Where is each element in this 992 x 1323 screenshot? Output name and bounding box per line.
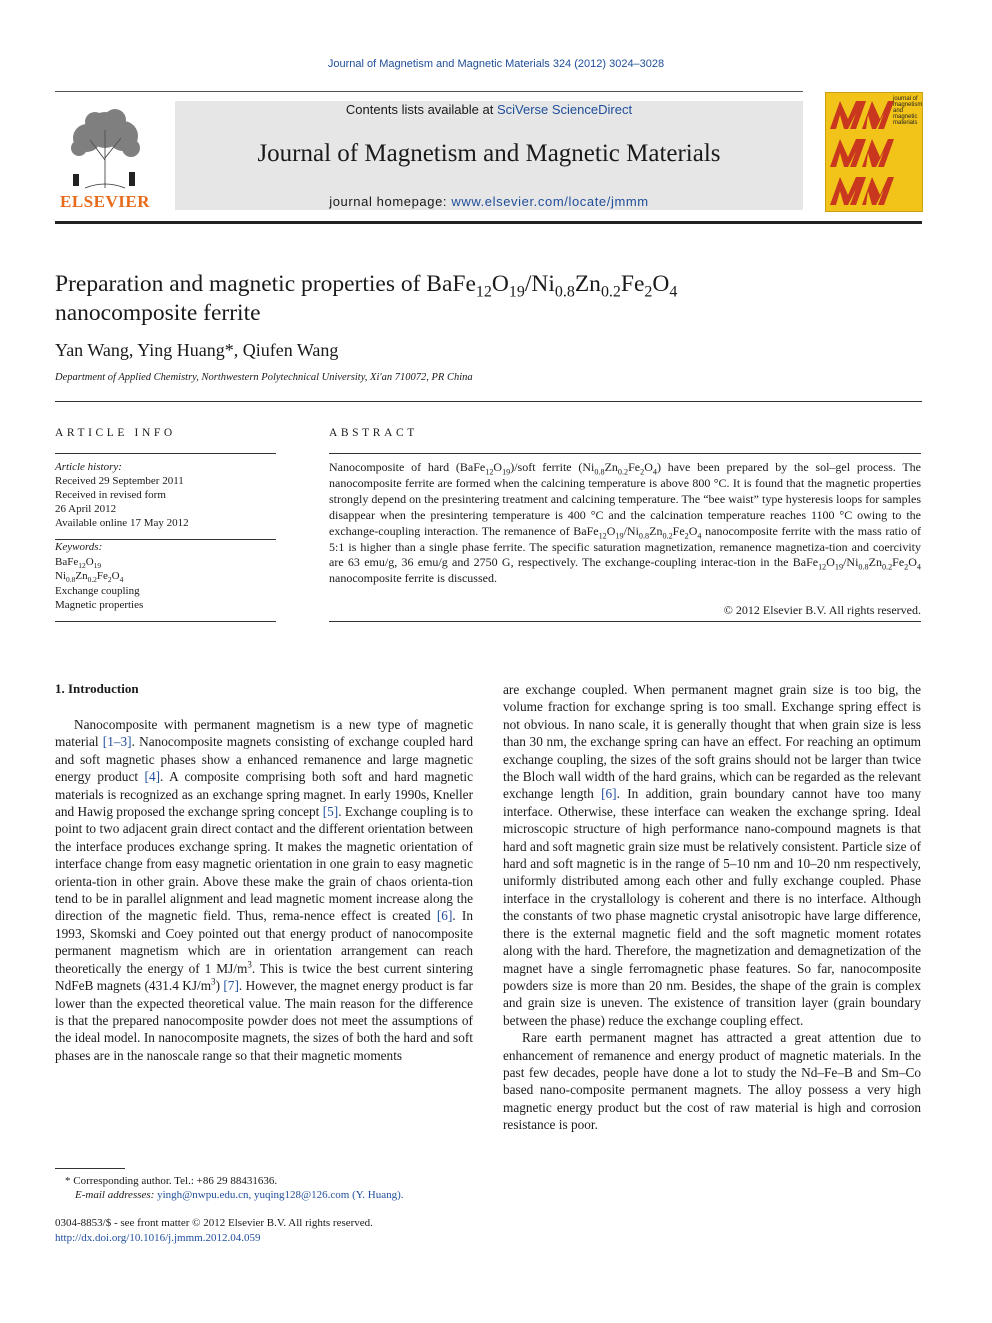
abstract-body: Nanocomposite of hard $(BaFe_{12}O_{19})$/soft ferrite $(Ni_{0.8}Zn_{0.2}Fe_2O_4)$ have been prepared by the sol–gel process. The nanocomposite ferrite are formed when the calcining temperature is above 800 °C. It is found that the magnetic properties strongly depend on the presintering treatment and calcining temperature. The “bee waist” type hysteresis loops for samples disappear when the presintering temperature is 400 °C and the calcination temperature reaches 1100 °C owing to the exchange-coupling interaction. The remanence of $BaFe_{12}O_{19}/Ni_{0.8}Zn_{0.2}Fe_2O_4$ nanocomposite ferrite with the mass ratio of 5:1 is higher than a single phase ferrite. The specific saturation magnetization, remanence magnetiza-tion and coercivity are 63 emu/g, 36 emu/g and 2750 G, respectively. The exchange-coupling interac-tion in the $BaFe_{12}O_{19}/Ni_{0.8}Zn_{0.2}Fe_2O_4$ nanocomposite ferrite is discussed. <box>329 460 922 586</box>
paragraph: Nanocomposite with permanent magnetism is a new type of magnetic material [1–3]. Nanocomposite magnets consisting of exchange coupled hard and soft magnetic phases show a enhanced remanence and large magnetic energy product [4]. A composite comprising both soft and hard magnetic materials is recognized as an exchange spring magnet. In early 1990s, Kneller and Hawig proposed the exchange spring concept [5]. Exchange coupling is to point to two adjacent grain direct contact and the different orientation between the interface produces exchange spring. It makes the magnetic orientation of interface change from easy magnetic orientation in one grain to easy magnetic orienta-tion in other grain. Above these make the grain of chaos orienta-tion tend to be in parallel alignment and lead magnetic moment increase along the direction of the magnetic field. Thus, rema-nence effect is created [6]. In 1993, Skomski and Coey pointed out that energy product of nanocomposite permanent magnetism which are in orientation arrangement can reach theoretically the energy of 1 $MJ/m^3$. This is twice the best current sintering NdFeB magnets (431.4 $KJ/m^3$) [7]. However, the magnet energy product is far lower than the expected theoretical value. The main reason for the difference is that the prepared nanocomposite powder does not meet the assumptions of the ideal model. In nanocomposite magnets, the sizes of both the hard and soft phases are in the nanoscale range so that their magnetic moments <box>55 717 474 1063</box>
keyword[interactable]: Magnetic properties <box>55 599 144 611</box>
footnote-rule <box>55 1168 125 1169</box>
journal-title: Journal of Magnetism and Magnetic Materials <box>257 140 721 167</box>
divider <box>55 453 276 454</box>
footnote <box>55 1174 475 1202</box>
author-list[interactable]: Yan Wang, Ying Huang*, Qiufen Wang <box>55 340 339 360</box>
abstract-copyright: © 2012 Elsevier B.V. All rights reserved. <box>723 603 921 617</box>
divider <box>329 453 921 454</box>
citation-link[interactable]: [1–3] <box>102 734 132 750</box>
email-links[interactable]: yingh@nwpu.edu.cn, yuqing128@126.com (Y. Huang). <box>157 1189 404 1201</box>
history-label: Article history: <box>55 461 122 473</box>
homepage-prefix: journal homepage: <box>329 194 452 209</box>
journal-citation[interactable]: Journal of Magnetism and Magnetic Materials 324 (2012) 3024–3028 <box>327 58 665 70</box>
paragraph: are exchange coupled. When permanent magnet grain size is too big, the volume fraction for exchange spring is too small. Exchange spring effect is not obvious. In nano scale, it is generally thought that when grain size is less than 30 nm, the exchange spring can have an effect. For reaching an optimum exchange coupling, the sizes of the soft grains should not be larger than twice the Bloch wall width of the hard grains, which can be regarded as the relevant exchange length [6]. In addition, grain boundary cannot have too many interface. Otherwise, these interface can weaken the exchange spring. Ideal microscopic structure of high performance nano-compound magnets is that hard and soft magnetic grain size must be relatively consistent. Particle size of hard and soft magnetic is in the range of 5–10 nm and 10–20 nm respectively, uniformly distributed among each other and fully exchange coupled. Phase interface in the crystallology is coherent and there is no interface. Although the constants of two phase magnetic crystal anisotropic have large difference, there is the external magnetic field and the soft magnetic moment rotates along with the hard. Therefore, the magnetization and demagnetization of the magnet have a single ferromagnetic phase features. So far, nanocomposite powders size is more than 20 nm. Besides, the shape of the grain is complex and grain size is uneven. The existence of transition layer (grain boundary between the phase) reduce the exchange coupling effect. <box>503 682 921 1028</box>
divider <box>55 621 276 622</box>
issn-line: 0304-8853/$ - see front matter © 2012 Elsevier B.V. All rights reserved. <box>55 1217 373 1229</box>
body-column-right <box>503 681 921 1134</box>
article-history <box>55 460 275 530</box>
history-item: Received 29 September 2011 <box>55 475 184 487</box>
title-line2: nanocomposite ferrite <box>55 300 261 326</box>
citation-link[interactable]: [4] <box>144 769 161 785</box>
contents-prefix: Contents lists available at <box>345 102 497 117</box>
divider <box>55 401 922 402</box>
cover-journal-name: journal of magnetism and magnetic materials <box>893 96 923 126</box>
paragraph: Rare earth permanent magnet has attracted a great attention due to enhancement of remanence and energy product of magnetic materials. In the past few decades, people have done a lot to study the Nd–Fe–B and Sm–Co based nano-composite permanent magnets. The alloy possess a very high magnetic energy product but the cost of raw material is high and corrosion resistance is poor. <box>503 1030 921 1133</box>
citation-link[interactable]: [5] <box>322 804 339 820</box>
citation-link[interactable]: [6] <box>601 786 617 802</box>
citation-link[interactable]: [6] <box>436 908 453 924</box>
history-item: Available online 17 May 2012 <box>55 517 189 529</box>
affiliation: Department of Applied Chemistry, Northwestern Polytechnical University, Xi'an 710072, PR China <box>55 372 473 383</box>
paper-title: Preparation and magnetic properties of $BaFe_{12}O_{19}/Ni_{0.8}Zn_{0.2}Fe_2O_4$ nanocomposite ferrite <box>55 271 678 326</box>
header-thick-rule <box>55 221 922 224</box>
keyword[interactable]: $Ni_{0.8}Zn_{0.2}Fe_2O_4$ <box>55 570 124 585</box>
history-item: Received in revised form <box>55 489 166 501</box>
history-item: 26 April 2012 <box>55 503 117 515</box>
keywords-label: Keywords: <box>55 541 103 553</box>
corresponding-author-note: * Corresponding author. Tel.: +86 29 88431636. <box>65 1175 278 1187</box>
homepage-line <box>175 194 803 209</box>
issn-block <box>55 1216 475 1245</box>
abstract-heading: ABSTRACT <box>329 427 418 439</box>
email-line <box>55 1188 475 1202</box>
keywords <box>55 540 275 613</box>
citation-link[interactable]: [7] <box>223 978 239 994</box>
email-label: E-mail addresses: <box>75 1189 155 1201</box>
article-info-heading: ARTICLE INFO <box>55 427 176 439</box>
elsevier-wordmark: ELSEVIER <box>60 192 150 211</box>
homepage-link[interactable]: www.elsevier.com/locate/jmmm <box>451 194 649 209</box>
keyword[interactable]: Exchange coupling <box>55 584 140 597</box>
contents-line <box>175 102 803 117</box>
body-column-left <box>55 716 473 1064</box>
sciencedirect-link[interactable]: SciVerse ScienceDirect <box>496 102 633 117</box>
doi-link[interactable]: http://dx.doi.org/10.1016/j.jmmm.2012.04.059 <box>55 1231 261 1244</box>
title-prefix: Preparation and magnetic properties of BaFe <box>55 271 476 297</box>
section-heading: 1. Introduction <box>55 681 139 696</box>
divider <box>329 621 921 622</box>
header-rule <box>55 91 803 92</box>
keyword[interactable]: $BaFe_{12}O_{19}$ <box>55 555 102 570</box>
